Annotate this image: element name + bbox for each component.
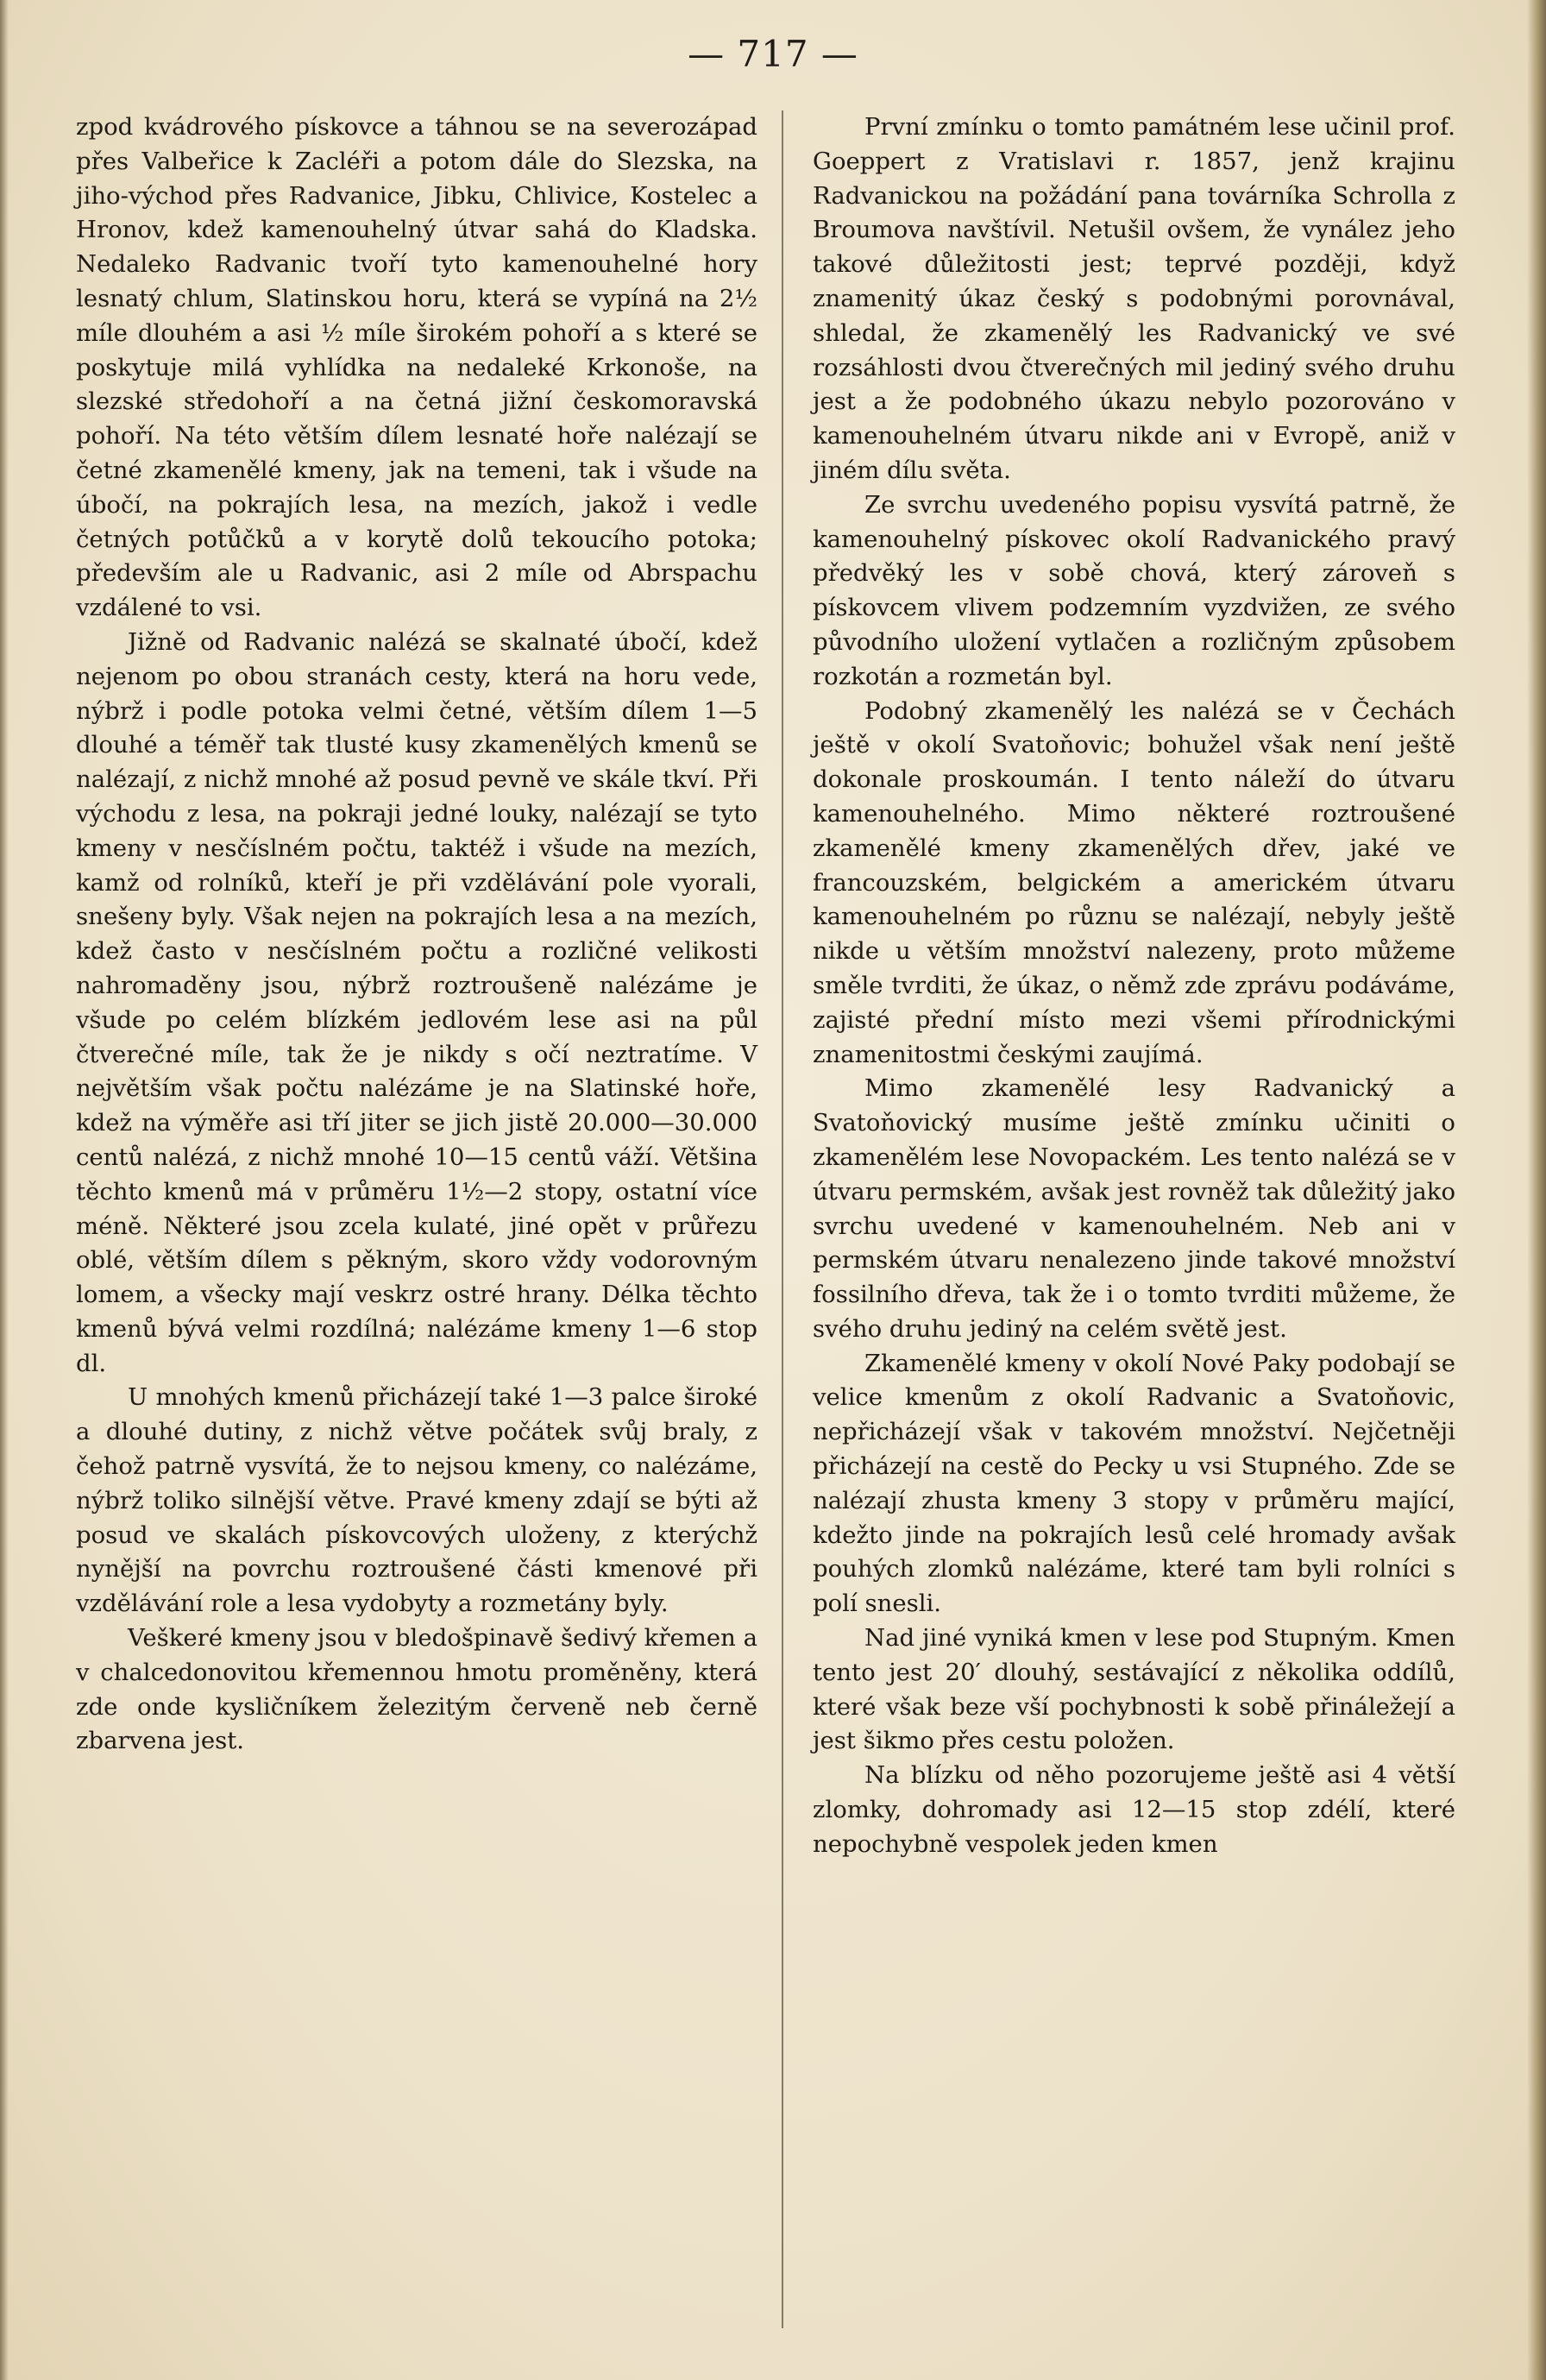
paragraph: Na blízku od něho pozorujeme ještě asi 4 větší zlomky, dohromady asi 12—15 stop zdélí, které nepochybně vespolek jeden kmen xyxy=(813,1761,1455,1858)
paragraph: První zmínku o tomto památném lese učinil prof. Goeppert z Vratislavi r. 1857, jenž krajinu Radvanickou na požádání pana továrníka Schrolla z Broumova navštívil. Netušil ovšem, že vynález jeho takové důležitosti jest; teprvé později, když znamenitý úkaz český s podobnými porovnával, shledal, že zkamenělý les Radvanický ve své rozsáhlosti dvou čtverečných mil jediný svého druhu jest a že podobného úkazu nebylo pozorováno v kamenouhelném útvaru nikde ani v Evropě, aniž v jiném dílu světa. xyxy=(813,113,1455,484)
column-divider xyxy=(782,110,783,2328)
page-shadow-right xyxy=(1527,0,1546,2380)
left-column xyxy=(76,110,757,1759)
paragraph: Nad jiné vyniká kmen v lese pod Stupným. Kmen tento jest 20′ dlouhý, sestávající z několika oddílů, které však beze vší pochybnosti k sobě přináležejí a jest šikmo přes cestu položen. xyxy=(813,1624,1455,1755)
paragraph: Mimo zkamenělé lesy Radvanický a Svatoňovický musíme ještě zmínku učiniti o zkamenělém lese Novopackém. Les tento nalézá se v útvaru permském, avšak jest rovněž tak důležitý jako svrchu uvedené v kamenouhelném. Neb ani v permském útvaru nenalezeno jinde takové množství fossilního dřeva, tak že i o tomto tvrditi můžeme, že svého druhu jediný na celém světě jest. xyxy=(813,1074,1455,1343)
paragraph: Podobný zkamenělý les nalézá se v Čechách ještě v okolí Svatoňovic; bohužel však není ještě dokonale proskoumán. I tento náleží do útvaru kamenouhelného. Mimo některé roztroušené zkamenělé kmeny zkamenělých dřev, jaké ve francouzském, belgickém a americkém útvaru kamenouhelném po různu se nalézají, nebyly ještě nikde u větším množství nalezeny, proto můžeme směle tvrditi, že úkaz, o němž zde zprávu podáváme, zajisté přední místo mezi všemi přírodnickými znamenitostmi českými zaujímá. xyxy=(813,696,1455,1068)
page-number: — 717 — xyxy=(688,33,858,75)
paragraph: Veškeré kmeny jsou v bledošpinavě šedivý křemen a v chalcedonovitou křemennou hmotu proměněny, která zde onde kysličníkem železitým červeně neb černě zbarvena jest. xyxy=(76,1624,757,1755)
paragraph: U mnohých kmenů přicházejí také 1—3 palce široké a dlouhé dutiny, z nichž větve počátek svůj braly, z čehož patrně vysvítá, že to nejsou kmeny, co nalézáme, nýbrž toliko silnější větve. Pravé kmeny zdají se býti až posud ve skalách pískovcových uloženy, z kterýchž nynější na povrchu roztroušené části kmenové při vzdělávání role a lesa vydobyty a rozmetány byly. xyxy=(76,1383,757,1618)
paragraph: Ze svrchu uvedeného popisu vysvítá patrně, že kamenouhelný pískovec okolí Radvanického pravý předvěký les v sobě chová, který zároveň s pískovcem vlivem podzemním vyzdvižen, ze svého původního uložení vytlačen a rozličným způsobem rozkotán a rozmetán byl. xyxy=(813,490,1455,690)
page-shadow-left xyxy=(0,0,9,2380)
paragraph: zpod kvádrového pískovce a táhnou se na severozápad přes Valbeřice k Zacléři a potom dále do Slezska, na jiho-východ přes Radvanice, Jibku, Chlivice, Kostelec a Hronov, kdež kamenouhelný útvar sahá do Kladska. Nedaleko Radvanic tvoří tyto kamenouhelné hory lesnatý chlum, Slatinskou horu, která se vypíná na 2½ míle dlouhém a asi ½ míle širokém pohoří a s které se poskytuje milá vyhlídka na nedaleké Krkonoše, na slezské středohoří a na četná jižní českomoravská pohoří. Na této větším dílem lesnaté hoře nalézají se četné zkamenělé kmeny, jak na temeni, tak i všude na úbočí, na pokrajích lesa, na mezích, jakož i vedle četných potůčků a v korytě dolů tekoucího potoka; především ale u Radvanic, asi 2 míle od Abrspachu vzdálené to vsi. xyxy=(76,113,757,622)
paragraph: Zkamenělé kmeny v okolí Nové Paky podobají se velice kmenům z okolí Radvanic a Svatoňovic, nepřicházejí však v takovém množství. Nejčetněji přicházejí na cestě do Pecky u vsi Stupného. Zde se nalézají zhusta kmeny 3 stopy v průměru mající, kdežto jinde na pokrajích lesů celé hromady avšak pouhých zlomků nalézáme, které tam byli rolníci s polí snesli. xyxy=(813,1349,1455,1618)
paragraph: Jižně od Radvanic nalézá se skalnaté úbočí, kdež nejenom po obou stranách cesty, která na horu vede, nýbrž i podle potoka velmi četné, větším dílem 1—5 dlouhé a téměř tak tlusté kusy zkamenělých kmenů se nalézají, z nichž mnohé až posud pevně ve skále tkví. Při východu z lesa, na pokraji jedné louky, nalézají se tyto kmeny v nesčíslném počtu, taktéž i všude na mezích, kamž od rolníků, kteří je při vzdělávání pole vyorali, snešeny byly. Však nejen na pokrajích lesa a na mezích, kdež často v nesčíslném počtu a rozličné velikosti nahromaděny jsou, nýbrž roztroušeně nalézáme je všude po celém blízkém jedlovém lese asi na půl čtverečné míle, tak že je nikdy s očí neztratíme. V největším však počtu nalézáme je na Slatinské hoře, kdež na výměře asi tří jiter se jich jistě 20.000—30.000 centů nalézá, z nichž mnohé 10—15 centů váží. Většina těchto kmenů má v průměru 1½—2 stopy, ostatní více méně. Některé jsou zcela kulaté, jiné opět v průřezu oblé, větším dílem s pěkným, skoro vždy vodorovným lomem, a všecky mají veskrz ostré hrany. Délka těchto kmenů bývá velmi rozdílná; nalézáme kmeny 1—6 stop dl. xyxy=(76,627,757,1377)
right-column xyxy=(813,110,1455,1862)
